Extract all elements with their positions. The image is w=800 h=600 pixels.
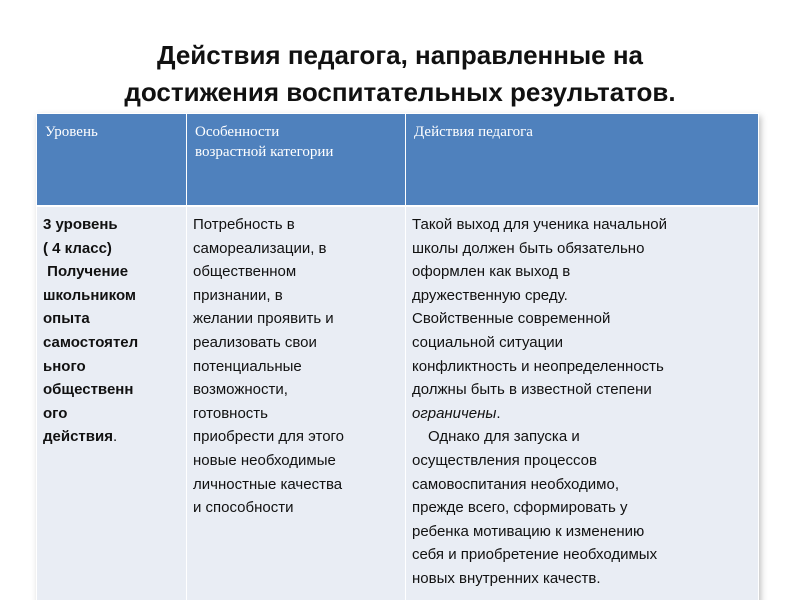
actions-line: прежде всего, сформировать у [412, 499, 628, 517]
table-row [37, 206, 759, 600]
actions-line: должны быть в известной степени [412, 381, 652, 399]
level-line-text: действия [43, 428, 113, 446]
level-line: ого [43, 404, 68, 422]
level-line: Получение [43, 263, 129, 281]
header-actions: Действия педагога [406, 114, 759, 207]
title-line-2: достижения воспитательных результатов. [124, 77, 676, 107]
level-line-period: . [112, 428, 118, 446]
level-line: общественн [43, 381, 134, 399]
level-line: самостоятел [43, 333, 139, 351]
slide-title [40, 37, 760, 111]
level-line: опыта [43, 310, 90, 328]
features-line: новые необходимые [193, 451, 336, 469]
features-line: готовность [193, 404, 268, 422]
header-features-line-1: Особенности [195, 124, 280, 140]
actions-line: осуществления процессов [412, 451, 597, 469]
actions-line: Такой выход для ученика начальной [412, 216, 668, 233]
features-line: Потребность в [193, 216, 295, 233]
actions-line: себя и приобретение необходимых [412, 546, 658, 564]
features-line: потенциальные [193, 357, 302, 375]
actions-line: школы должен быть обязательно [412, 239, 645, 257]
header-level: Уровень [37, 114, 187, 207]
features-line: желании проявить и [193, 310, 334, 328]
actions-line: ребенка мотивацию к изменению [412, 522, 645, 540]
features-line: общественном [193, 263, 297, 281]
actions-italic-text: ограничены [412, 404, 497, 422]
features-line: признании, в [193, 286, 283, 304]
actions-line: оформлен как выход в [412, 263, 571, 281]
actions-line: конфликтность и неопределенность [412, 357, 664, 375]
features-line: возможности, [193, 381, 288, 399]
pedagogy-table [36, 113, 759, 600]
cell-actions [406, 206, 759, 600]
level-line-last [43, 425, 182, 449]
cell-features [187, 206, 406, 600]
level-line: школьником [43, 286, 137, 304]
cell-level [37, 206, 187, 600]
features-line: реализовать свои [193, 333, 317, 351]
actions-line: самовоспитания необходимо, [412, 475, 619, 493]
level-line: ьного [43, 357, 86, 375]
actions-line: Однако для запуска и [428, 428, 580, 446]
actions-line: новых внутренних качеств. [412, 569, 601, 587]
actions-italic-period: . [496, 404, 501, 422]
features-line: самореализации, в [193, 239, 327, 257]
level-line: ( 4 класс) [43, 239, 112, 257]
table-header-row [37, 114, 759, 207]
title-line-1: Действия педагога, направленные на [156, 40, 643, 70]
features-line: и способности [193, 499, 294, 517]
level-line: 3 уровень [43, 216, 118, 233]
actions-line: Свойственные современной [412, 310, 611, 328]
actions-line: социальной ситуации [412, 333, 564, 351]
actions-line-italic [412, 402, 754, 426]
actions-line: дружественную среду. [412, 286, 568, 304]
header-features [187, 114, 406, 207]
features-line: личностные качества [193, 475, 343, 493]
features-line: приобрести для этого [193, 428, 345, 446]
header-features-line-2: возрастной категории [195, 144, 334, 160]
